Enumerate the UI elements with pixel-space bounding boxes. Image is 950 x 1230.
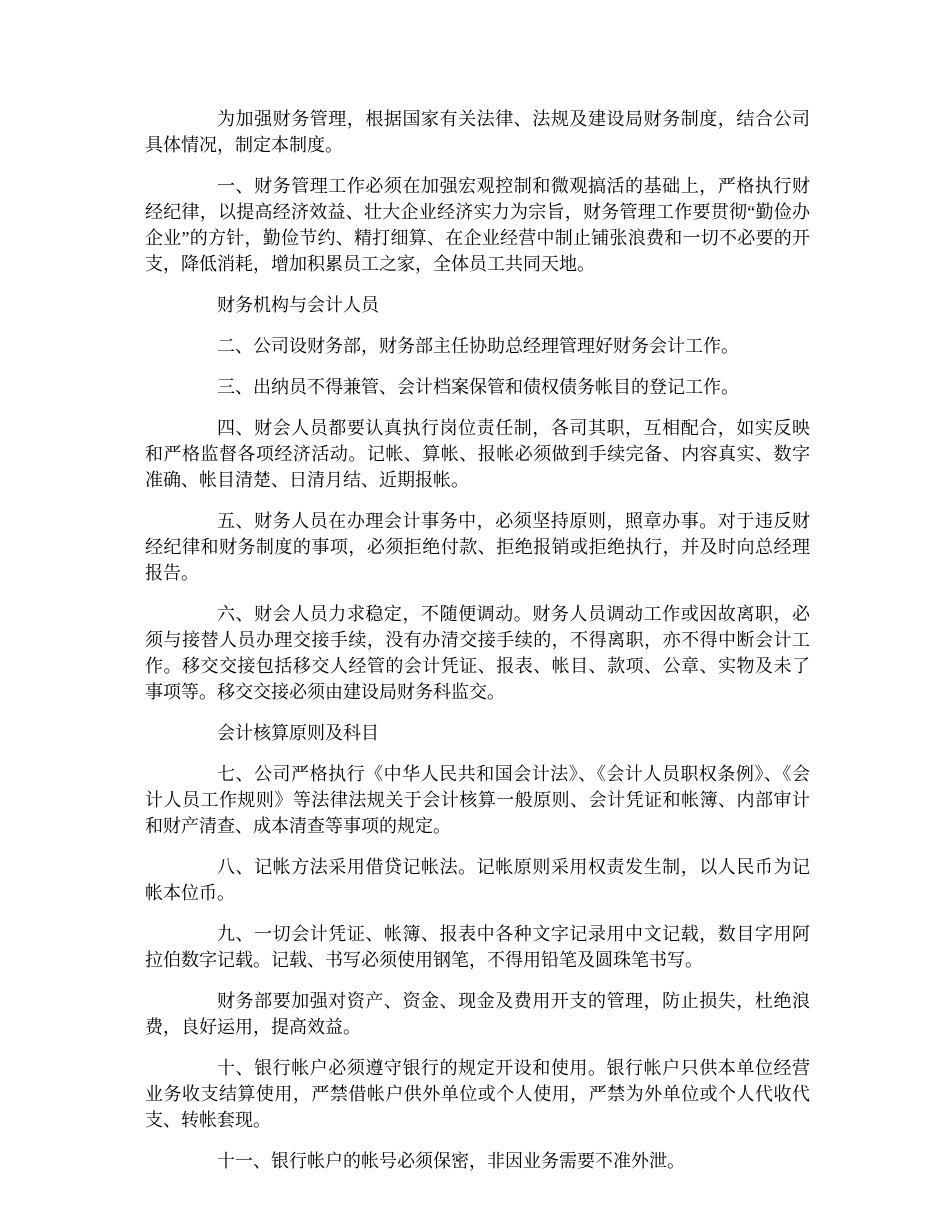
paragraph-item-9: 九、一切会计凭证、帐簿、报表中各种文字记录用中文记载，数目字用阿拉伯数字记载。记载、书写必须使用钢笔，不得用铅笔及圆珠笔书写。 [145, 924, 810, 970]
document-body [145, 106, 810, 1174]
paragraph-item-5: 五、财务人员在办理会计事务中，必须坚持原则，照章办事。对于违反财经纪律和财务制度的事项，必须拒绝付款、拒绝报销或拒绝执行，并及时向总经理报告。 [145, 511, 810, 583]
paragraph-item-10: 十、银行帐户必须遵守银行的规定开设和使用。银行帐户只供本单位经营业务收支结算使用，严禁借帐户供外单位或个人使用，严禁为外单位或个人代收代支、转帐套现。 [145, 1058, 810, 1130]
paragraph-item-2: 二、公司设财务部，财务部主任协助总经理管理好财务会计工作。 [217, 336, 739, 356]
paragraph-intro: 为加强财务管理，根据国家有关法律、法规及建设局财务制度，结合公司具体情况，制定本制度。 [145, 109, 810, 155]
paragraph-item-11: 十一、银行帐户的帐号必须保密，非因业务需要不准外泄。 [217, 1151, 685, 1171]
paragraph-item-6: 六、财会人员力求稳定，不随便调动。财务人员调动工作或因故离职，必须与接替人员办理交接手续，没有办清交接手续的，不得离职，亦不得中断会计工作。移交交接包括移交人经管的会计凭证、报表、帐目、款项、公章、实物及未了事项等。移交交接必须由建设局财务科监交。 [145, 604, 810, 702]
paragraph-item-3: 三、出纳员不得兼管、会计档案保管和债权债务帐目的登记工作。 [217, 377, 739, 397]
paragraph-item-7: 七、公司严格执行《中华人民共和国会计法》、《会计人员职权条例》、《会计人员工作规则》等法律法规关于会计核算一般原则、会计凭证和帐簿、内部审计和财产清查、成本清查等事项的规定。 [145, 764, 810, 836]
section-heading-finance-org: 财务机构与会计人员 [217, 295, 379, 315]
paragraph-item-1: 一、财务管理工作必须在加强宏观控制和微观搞活的基础上，严格执行财经纪律，以提高经济效益、壮大企业经济实力为宗旨，财务管理工作要贯彻“勤俭办企业”的方针，勤俭节约、精打细算、在企业经营中制止铺张浪费和一切不必要的开支，降低消耗，增加积累员工之家，全体员工共同天地。 [145, 176, 810, 274]
section-heading-accounting-principles: 会计核算原则及科目 [217, 723, 379, 743]
paragraph-item-8: 八、记帐方法采用借贷记帐法。记帐原则采用权责发生制，以人民币为记帐本位币。 [145, 857, 810, 903]
paragraph-finance-dept-note: 财务部要加强对资产、资金、现金及费用开支的管理，防止损失，杜绝浪费，良好运用，提高效益。 [145, 991, 810, 1037]
paragraph-item-4: 四、财会人员都要认真执行岗位责任制，各司其职，互相配合，如实反映和严格监督各项经济活动。记帐、算帐、报帐必须做到手续完备、内容真实、数字准确、帐目清楚、日清月结、近期报帐。 [145, 418, 810, 490]
